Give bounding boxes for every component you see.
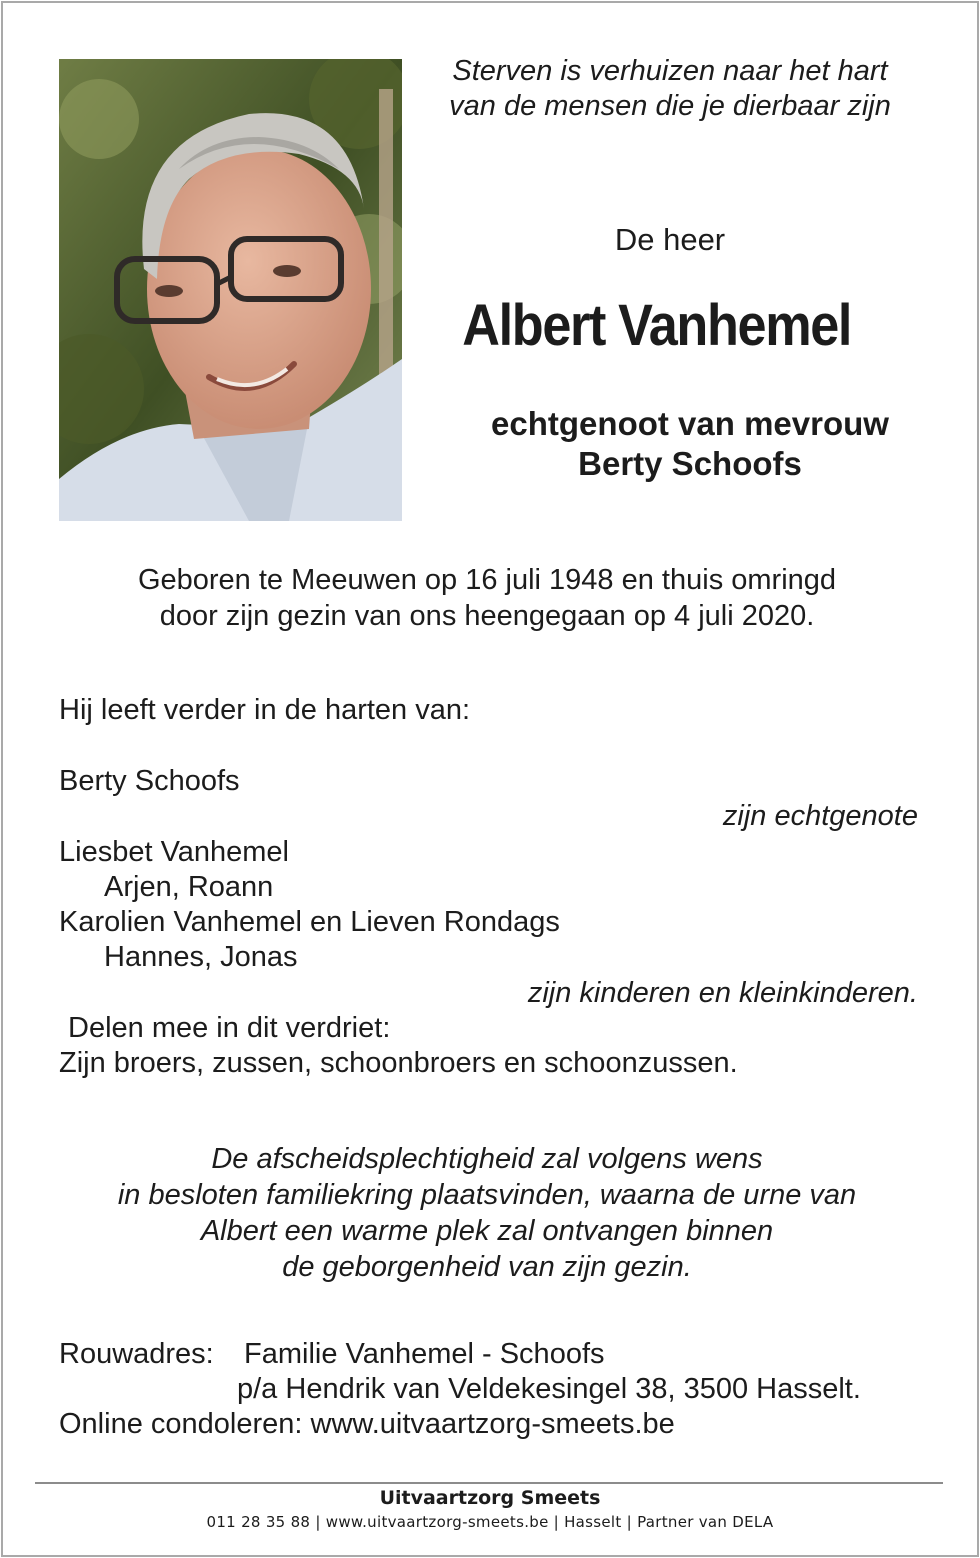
address-label: Rouwadres:: [59, 1338, 214, 1370]
footer-company: Uitvaartzorg Smeets: [379, 1487, 601, 1509]
ceremony-line: Albert een warme plek zal ontvangen binnen: [200, 1215, 774, 1247]
ceremony-line: de geborgenheid van zijn gezin.: [282, 1251, 692, 1283]
birth-death-line: door zijn gezin van ons heengegaan op 4 juli 2020.: [159, 600, 815, 632]
family-intro: Hij leeft verder in de harten van:: [59, 694, 471, 726]
family-child-2: Karolien Vanhemel en Lieven Rondags: [59, 906, 560, 938]
family-grandchildren-1: Arjen, Roann: [104, 871, 274, 903]
family-children-role: zijn kinderen en kleinkinderen.: [527, 977, 918, 1009]
address-street: p/a Hendrik van Veldekesingel 38, 3500 Hasselt.: [237, 1373, 861, 1405]
quote-line: van de mensen die je dierbaar zijn: [449, 90, 891, 122]
quote-line: Sterven is verhuizen naar het hart: [452, 55, 888, 87]
online-condolence: [59, 1407, 675, 1442]
birth-death-text: [30, 562, 944, 634]
ceremony-text: [30, 1141, 944, 1285]
family-grandchildren-2: Hannes, Jonas: [104, 941, 298, 973]
footer-info: 011 28 35 88 | www.uitvaartzorg-smeets.be | Hasselt | Partner van DELA: [206, 1513, 774, 1531]
spouse-name: Berty Schoofs: [578, 445, 802, 482]
salutation: De heer: [614, 222, 726, 257]
family-siblings: Zijn broers, zussen, schoonbroers en schoonzussen.: [59, 1047, 738, 1079]
ceremony-line: in besloten familiekring plaatsvinden, waarna de urne van: [117, 1179, 857, 1211]
footer-divider: [35, 1482, 943, 1484]
address-name: Familie Vanhemel - Schoofs: [244, 1338, 605, 1370]
online-url-link[interactable]: www.uitvaartzorg-smeets.be: [310, 1408, 675, 1440]
spouse-relation: [420, 404, 960, 484]
family-spouse-role: zijn echtgenote: [722, 800, 918, 832]
family-spouse-name: Berty Schoofs: [59, 765, 240, 797]
birth-death-line: Geboren te Meeuwen op 16 juli 1948 en thuis omringd: [137, 564, 837, 596]
family-child-1: Liesbet Vanhemel: [59, 836, 290, 868]
online-label: Online condoleren:: [59, 1408, 303, 1440]
ceremony-line: De afscheidsplechtigheid zal volgens wens: [211, 1143, 763, 1175]
family-share-intro: Delen mee in dit verdriet:: [68, 1012, 391, 1044]
portrait-photo: [59, 59, 402, 521]
quote: [420, 54, 920, 124]
deceased-name: Albert Vanhemel: [462, 293, 852, 358]
spouse-line: echtgenoot van mevrouw: [491, 405, 889, 442]
